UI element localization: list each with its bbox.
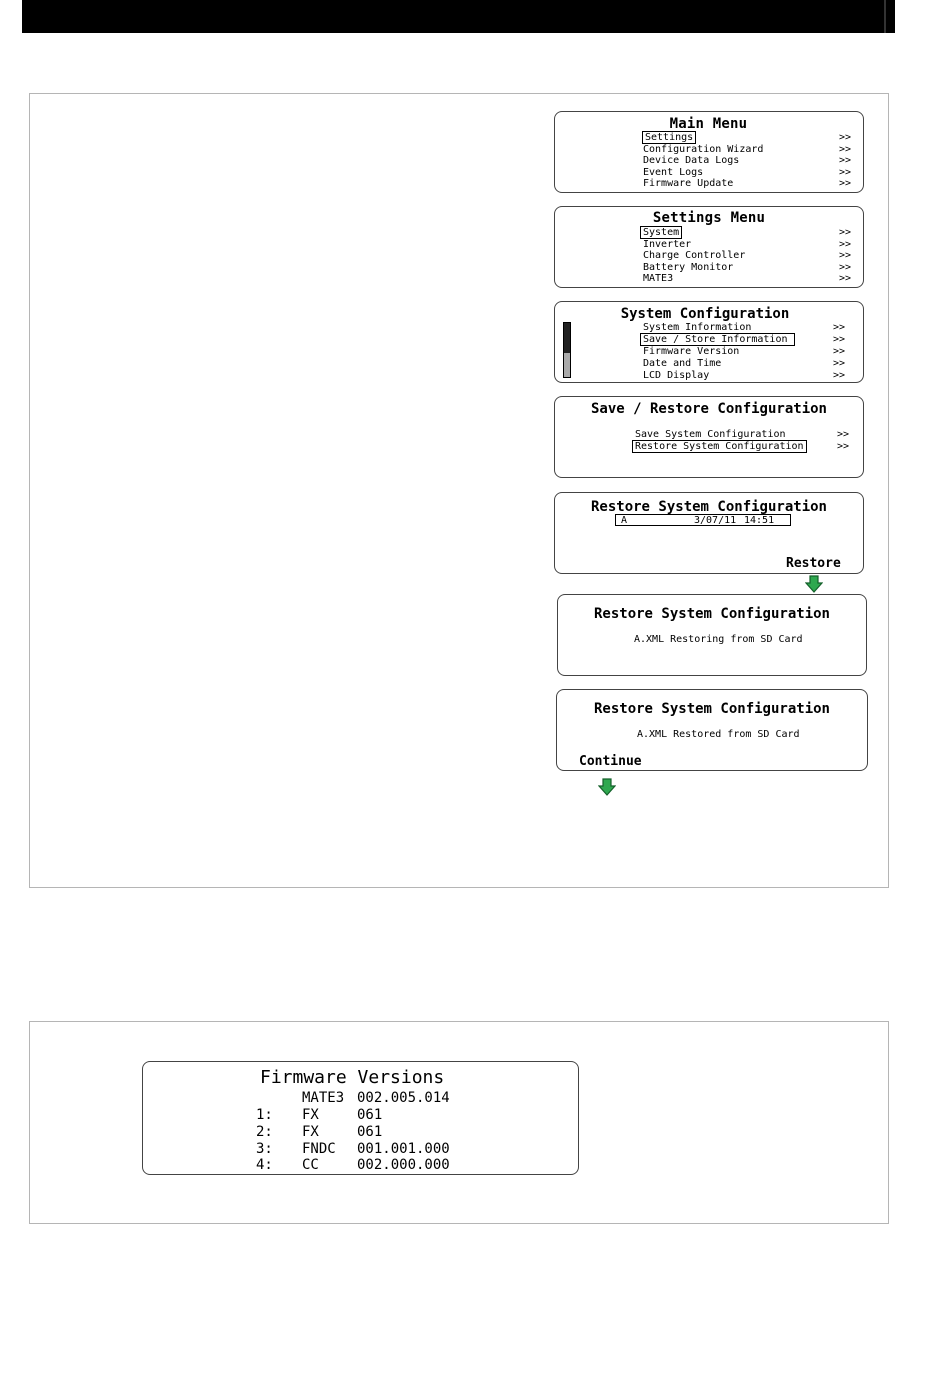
main-menu-screen: [554, 111, 864, 193]
screen-title: Main Menu: [669, 116, 748, 132]
menu-item-system-information[interactable]: System Information: [643, 322, 752, 333]
submenu-arrow: >>: [839, 273, 852, 284]
device-name: FX: [302, 1124, 319, 1140]
port-number: 3:: [256, 1141, 273, 1157]
device-version: 001.001.000: [357, 1141, 450, 1157]
submenu-arrow: >>: [833, 334, 846, 345]
submenu-arrow: >>: [833, 322, 846, 333]
submenu-arrow: >>: [837, 441, 850, 452]
device-version: 061: [357, 1124, 383, 1140]
scrollbar[interactable]: [563, 322, 571, 378]
submenu-arrow: >>: [839, 155, 852, 166]
device-name: CC: [302, 1157, 319, 1173]
backup-file-time: 14:51: [744, 515, 775, 526]
menu-item-restore-system-configuration[interactable]: Restore System Configuration: [635, 441, 804, 452]
down-arrow-icon: [598, 778, 616, 796]
restoring-screen: [557, 594, 867, 676]
mate3-device: MATE3: [302, 1090, 345, 1106]
screen-title: Restore System Configuration: [590, 499, 827, 515]
submenu-arrow: >>: [833, 346, 846, 357]
submenu-arrow: >>: [839, 167, 852, 178]
submenu-arrow: >>: [839, 250, 852, 261]
firmware-versions-screen: [142, 1061, 579, 1175]
backup-file-date: 3/07/11: [694, 515, 737, 526]
status-message: A.XML Restoring from SD Card: [634, 634, 803, 645]
backup-file-name: A: [621, 515, 628, 526]
menu-item-battery-monitor[interactable]: Battery Monitor: [643, 262, 734, 273]
submenu-arrow: >>: [839, 144, 852, 155]
top-bar-divider: [884, 0, 886, 33]
menu-item-event-logs[interactable]: Event Logs: [643, 167, 704, 178]
device-name: FNDC: [302, 1141, 336, 1157]
port-number: 2:: [256, 1124, 273, 1140]
submenu-arrow: >>: [839, 239, 852, 250]
submenu-arrow: >>: [839, 132, 852, 143]
restored-screen: [556, 689, 868, 771]
device-name: FX: [302, 1107, 319, 1123]
screen-title: Settings Menu: [652, 210, 766, 226]
screen-title: Save / Restore Configuration: [590, 401, 827, 417]
restore-select-screen: [554, 492, 864, 574]
screen-title: Restore System Configuration: [593, 606, 830, 622]
restore-soft-key[interactable]: Restore: [786, 556, 841, 571]
submenu-arrow: >>: [839, 178, 852, 189]
menu-item-inverter[interactable]: Inverter: [643, 239, 692, 250]
menu-item-date-and-time[interactable]: Date and Time: [643, 358, 722, 369]
port-number: 4:: [256, 1157, 273, 1173]
menu-item-mate3[interactable]: MATE3: [643, 273, 674, 284]
scrollbar-thumb[interactable]: [564, 323, 570, 353]
top-bar: [22, 0, 895, 33]
device-version: 061: [357, 1107, 383, 1123]
submenu-arrow: >>: [833, 358, 846, 369]
continue-soft-key[interactable]: Continue: [579, 754, 642, 769]
menu-item-lcd-display[interactable]: LCD Display: [643, 370, 710, 381]
save-restore-configuration-screen: [554, 396, 864, 478]
menu-item-settings[interactable]: Settings: [645, 132, 694, 143]
submenu-arrow: >>: [839, 262, 852, 273]
menu-item-charge-controller[interactable]: Charge Controller: [643, 250, 746, 261]
submenu-arrow: >>: [839, 227, 852, 238]
menu-item-save-system-configuration[interactable]: Save System Configuration: [635, 429, 786, 440]
backup-file-entry[interactable]: [615, 514, 791, 526]
menu-item-save-store-information[interactable]: Save / Store Information: [641, 334, 794, 345]
menu-item-configuration-wizard[interactable]: Configuration Wizard: [643, 144, 764, 155]
screen-title: Firmware Versions: [260, 1067, 445, 1088]
screen-title: System Configuration: [620, 306, 790, 322]
screen-title: Restore System Configuration: [593, 701, 830, 717]
system-configuration-screen: [554, 301, 864, 383]
down-arrow-icon: [805, 575, 823, 593]
submenu-arrow: >>: [837, 429, 850, 440]
submenu-arrow: >>: [833, 370, 846, 381]
status-message: A.XML Restored from SD Card: [637, 729, 800, 740]
menu-item-system[interactable]: System: [643, 227, 680, 238]
menu-item-firmware-update[interactable]: Firmware Update: [643, 178, 734, 189]
mate3-version: 002.005.014: [357, 1090, 450, 1106]
settings-menu-screen: [554, 206, 864, 288]
menu-item-firmware-version[interactable]: Firmware Version: [643, 346, 740, 357]
menu-item-device-data-logs[interactable]: Device Data Logs: [643, 155, 740, 166]
device-version: 002.000.000: [357, 1157, 450, 1173]
port-number: 1:: [256, 1107, 273, 1123]
